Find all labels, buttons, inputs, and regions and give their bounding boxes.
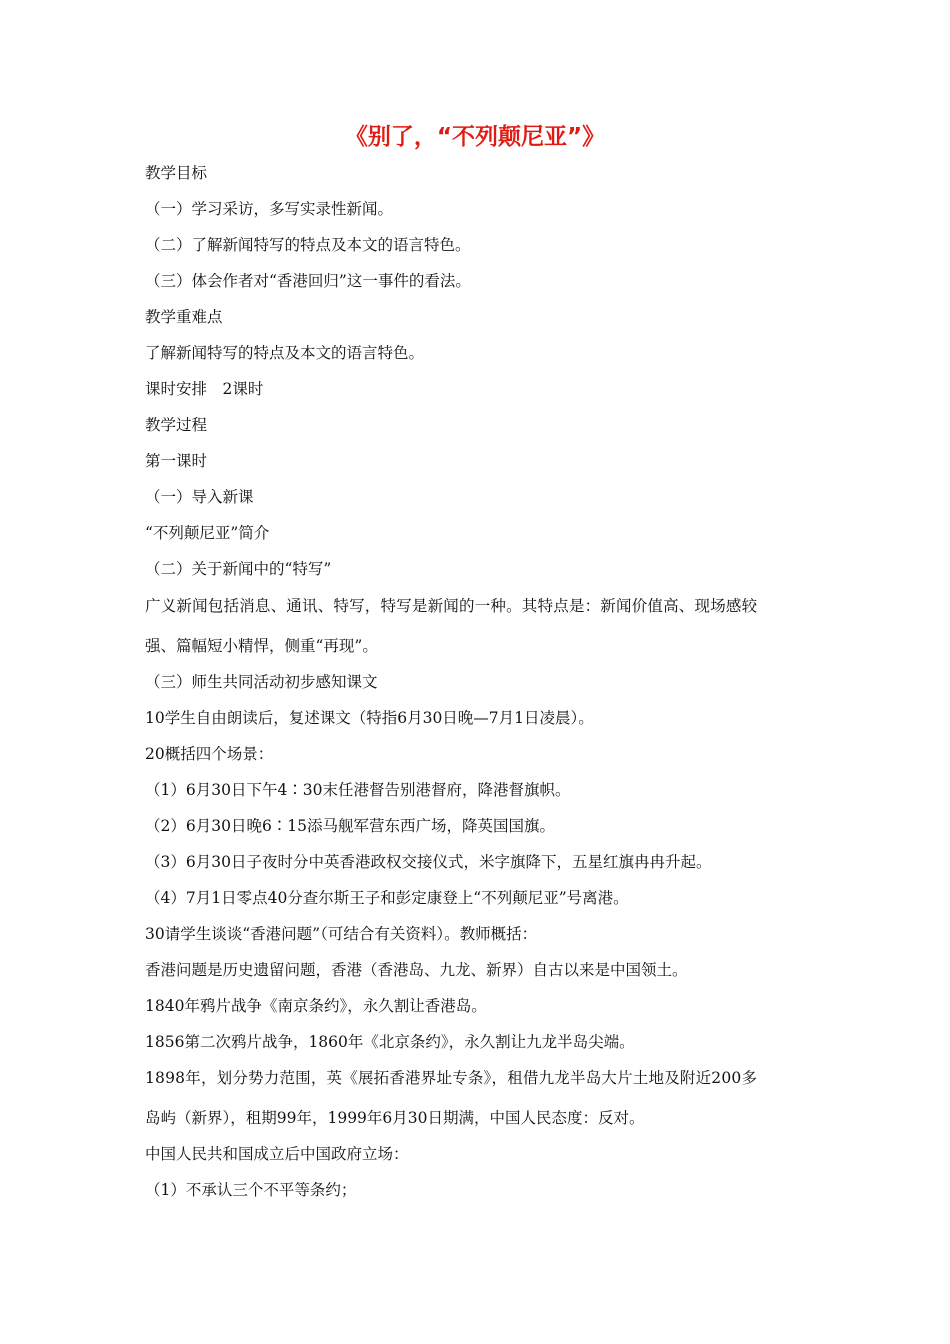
scene-item-1: （1）6月30日下午4∶30末任港督告别港督府，降港督旗帜。: [145, 781, 571, 799]
section-feature: （二）关于新闻中的“特写”: [145, 560, 332, 578]
heading-process: 教学过程: [145, 416, 208, 434]
history-1840: 1840年鸦片战争《南京条约》，永久割让香港岛。: [145, 997, 487, 1015]
scene-item-2: （2）6月30日晚6∶15添马舰军营东西广场，降英国国旗。: [145, 817, 556, 835]
paragraph-line: 广义新闻包括消息、通讯、特写，特写是新闻的一种。其特点是：新闻价值高、现场感较: [145, 597, 758, 615]
schedule-text: 课时安排 2课时: [145, 380, 264, 398]
scene-item-3: （3）6月30日子夜时分中英香港政权交接仪式，米字旗降下，五星红旗冉冉升起。: [145, 853, 712, 871]
document-title: 《别了，“不列颠尼亚”》: [344, 124, 606, 150]
paragraph-line: 强、篇幅短小精悍，侧重“再现”。: [145, 637, 378, 655]
section-intro: （一）导入新课: [145, 488, 254, 506]
goal-item-3: （三）体会作者对“香港回归”这一事件的看法。: [145, 272, 471, 290]
heading-teaching-goals: 教学目标: [145, 164, 208, 182]
position-item-1: （1）不承认三个不平等条约；: [145, 1181, 357, 1199]
paragraph-line: 中国人民共和国成立后中国政府立场：: [145, 1145, 409, 1163]
list-item: 20概括四个场景：: [145, 745, 274, 763]
goal-item-2: （二）了解新闻特写的特点及本文的语言特色。: [145, 236, 471, 254]
history-1856: 1856第二次鸦片战争，1860年《北京条约》，永久割让九龙半岛尖端。: [145, 1033, 635, 1051]
scene-item-4: （4）7月1日零点40分查尔斯王子和彭定康登上“不列颠尼亚”号离港。: [145, 889, 629, 907]
key-points-text: 了解新闻特写的特点及本文的语言特色。: [145, 344, 425, 362]
section-activity: （三）师生共同活动初步感知课文: [145, 673, 378, 691]
paragraph-line: 香港问题是历史遗留问题，香港（香港岛、九龙、新界）自古以来是中国领土。: [145, 961, 688, 979]
heading-key-points: 教学重难点: [145, 308, 223, 326]
history-1898: 1898年，划分势力范围，英《展拓香港界址专条》，租借九龙半岛大片土地及附近200多: [145, 1069, 758, 1087]
paragraph-line: 岛屿（新界），租期99年，1999年6月30日期满，中国人民态度：反对。: [145, 1109, 645, 1127]
list-item: 10学生自由朗读后，复述课文（特指6月30日晚—7月1日凌晨）。: [145, 709, 594, 727]
heading-first-lesson: 第一课时: [145, 452, 208, 470]
britannia-intro: “不列颠尼亚”简介: [145, 524, 270, 542]
list-item: 30请学生谈谈“香港问题”（可结合有关资料）。教师概括：: [145, 925, 538, 943]
goal-item-1: （一）学习采访，多写实录性新闻。: [145, 200, 394, 218]
